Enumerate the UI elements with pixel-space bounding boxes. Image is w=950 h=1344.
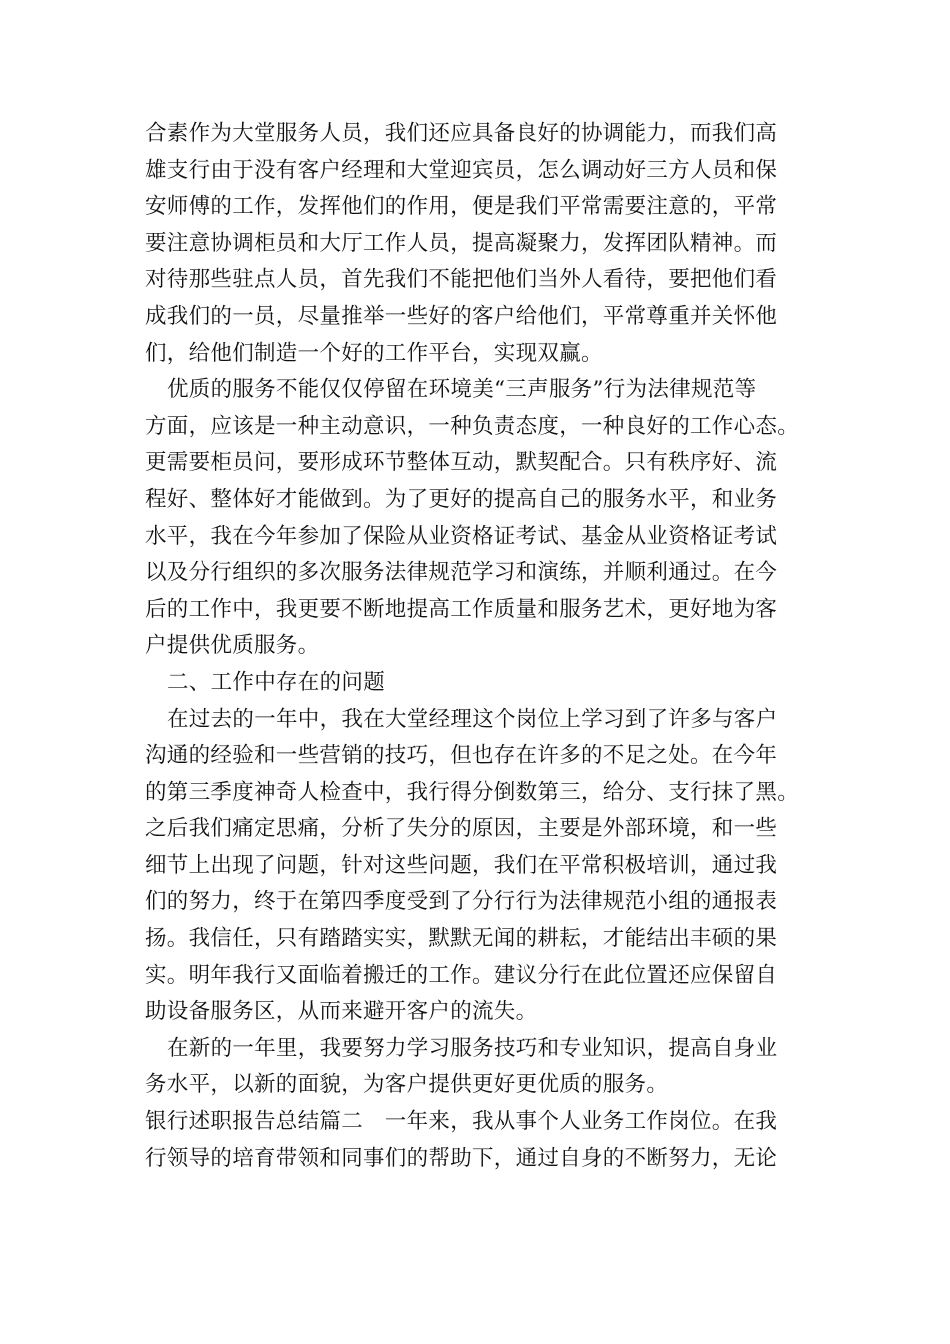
text-line: 雄支行由于没有客户经理和大堂迎宾员，怎么调动好三方人员和保 — [145, 157, 778, 183]
text-line: 二、工作中存在的问题 — [167, 669, 386, 695]
text-line: 银行述职报告总结篇二 一年来，我从事个人业务工作岗位。在我 — [145, 1109, 778, 1135]
text-line: 在过去的一年中，我在大堂经理这个岗位上学习到了许多与客户 — [167, 706, 778, 732]
text-line: 户提供优质服务。 — [145, 633, 320, 659]
text-line: 优质的服务不能仅仅停留在环境美“三声服务”行为法律规范等 — [167, 377, 757, 403]
text-line: 们的努力，终于在第四季度受到了分行行为法律规范小组的通报表 — [145, 889, 778, 915]
text-line: 后的工作中，我更要不断地提高工作质量和服务艺术，更好地为客 — [145, 596, 778, 622]
text-line: 安师傅的工作，发挥他们的作用，便是我们平常需要注意的，平常 — [145, 194, 778, 220]
text-line: 务水平，以新的面貌，为客户提供更好更优质的服务。 — [145, 1072, 669, 1098]
text-line: 实。明年我行又面临着搬迁的工作。建议分行在此位置还应保留自 — [145, 962, 778, 988]
text-line: 助设备服务区，从而来避开客户的流失。 — [145, 999, 538, 1025]
text-line: 方面，应该是一种主动意识，一种负责态度，一种良好的工作心态。 — [145, 413, 800, 439]
text-line: 合素作为大堂服务人员，我们还应具备良好的协调能力，而我们高 — [145, 121, 778, 146]
text-line: 行领导的培育带领和同事们的帮助下，通过自身的不断努力，无论 — [145, 1145, 778, 1171]
text-line: 们，给他们制造一个好的工作平台，实现双赢。 — [145, 340, 603, 366]
text-line: 成我们的一员，尽量推举一些好的客户给他们，平常尊重并关怀他 — [145, 303, 778, 329]
text-line: 在新的一年里，我要努力学习服务技巧和专业知识，提高自身业 — [167, 1035, 778, 1061]
text-line: 细节上出现了问题，针对这些问题，我们在平常积极培训，通过我 — [145, 852, 778, 878]
text-line: 沟通的经验和一些营销的技巧，但也存在许多的不足之处。在今年 — [145, 743, 778, 769]
text-line: 程好、整体好才能做到。为了更好的提高自己的服务水平，和业务 — [145, 486, 778, 512]
text-line: 扬。我信任，只有踏踏实实，默默无闻的耕耘，才能结出丰硕的果 — [145, 926, 778, 952]
text-line: 之后我们痛定思痛，分析了失分的原因，主要是外部环境，和一些 — [145, 816, 778, 842]
text-line: 要注意协调柜员和大厅工作人员，提高凝聚力，发挥团队精神。而 — [145, 230, 778, 256]
text-line: 的第三季度神奇人检查中，我行得分倒数第三，给分、支行抹了黑。 — [145, 779, 800, 805]
text-line: 对待那些驻点人员，首先我们不能把他们当外人看待，要把他们看 — [145, 267, 778, 293]
text-line: 水平，我在今年参加了保险从业资格证考试、基金从业资格证考试 — [145, 523, 778, 549]
text-line: 更需要柜员问，要形成环节整体互动，默契配合。只有秩序好、流 — [145, 450, 778, 476]
document-body — [145, 116, 810, 1177]
text-line: 以及分行组织的多次服务法律规范学习和演练，并顺利通过。在今 — [145, 560, 778, 586]
